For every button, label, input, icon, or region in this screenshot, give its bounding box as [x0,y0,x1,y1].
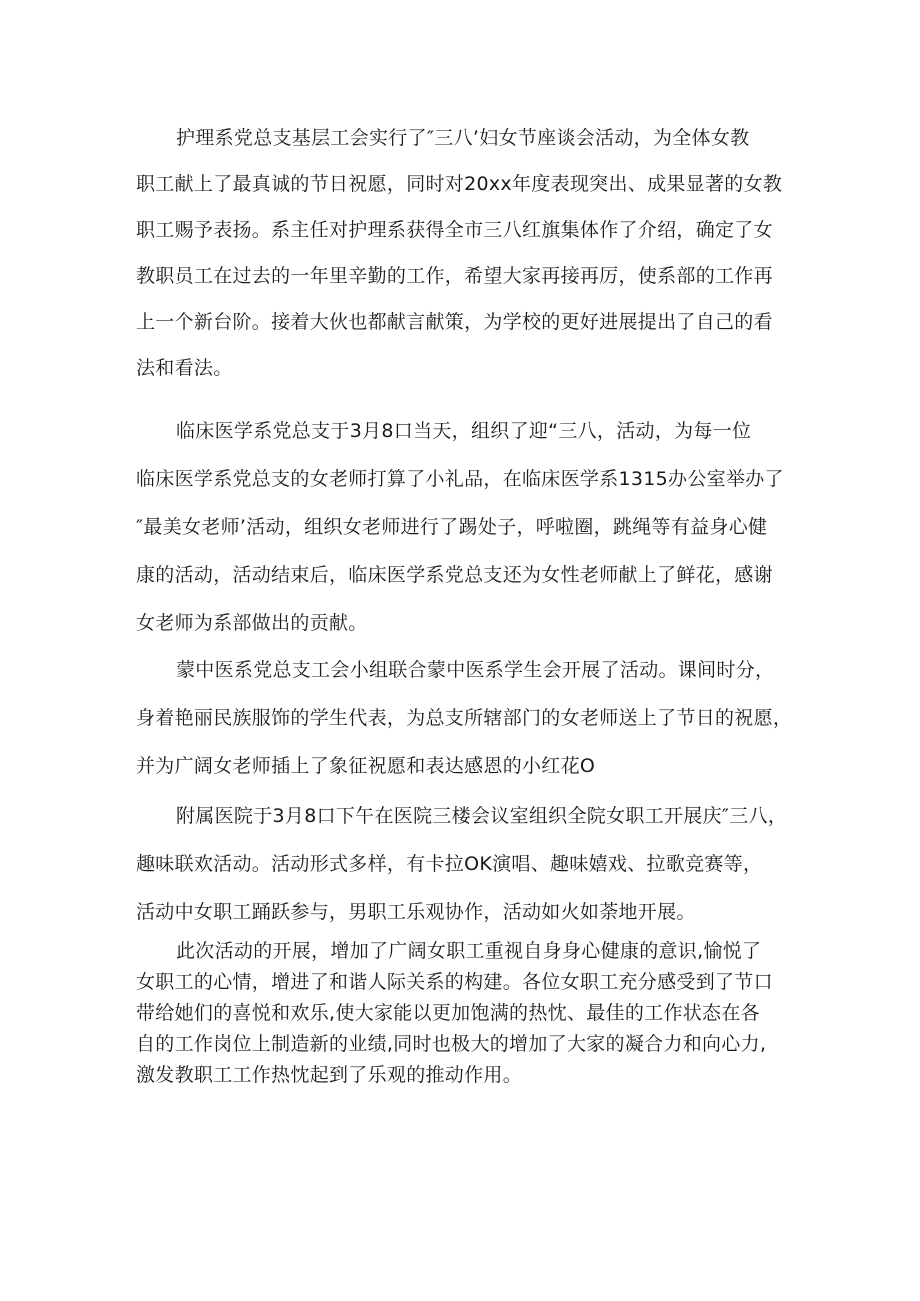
text-line: 激发教职工工作热忱起到了乐观的推动作用。 [136,1064,523,1086]
text-line: 临床医学系党总支于3月8口当天，组织了迎“三八，活动，为每一位 [176,420,752,442]
text-line: 职工献上了最真诚的节日祝愿，同时对20xx年度表现突出、成果显著的女教 [136,173,783,195]
text-line: 职工赐予表扬。系主任对护理系获得全市三八红旗集体作了介绍，确定了女 [136,219,773,241]
text-line: 身着艳丽民族服饰的学生代表，为总支所辖部门的女老师送上了节日的祝愿， [136,707,793,729]
text-line: 并为广阔女老师插上了象征祝愿和表达感恩的小红花O [136,755,596,777]
text-line: 此次活动的开展，增加了广阔女职工重视自身身心健康的意识,愉悦了 [176,940,762,962]
text-line: 蒙中医系党总支工会小组联合蒙中医系学生会开展了活动。课间时分， [176,659,775,681]
text-line: 活动中女职工踊跃参与，男职工乐观协作，活动如火如荼地开展。 [136,901,696,923]
text-line: 女老师为系部做出的贡献。 [136,612,368,634]
text-line: 自的工作岗位上制造新的业绩,同时也极大的增加了大家的凝合力和向心力, [136,1033,767,1055]
text-line: 上一个新台阶。接着大伙也都献言献策，为学校的更好进展提出了自己的看 [136,311,773,333]
paragraph-mongolian-medicine [136,646,796,790]
text-line: 康的活动，活动结束后，临床医学系党总支还为女性老师献上了鲜花，感谢 [136,564,773,586]
paragraph-clinical-medicine [136,407,796,647]
text-line: 女职工的心情，增进了和谐人际关系的构建。各位女职工充分感受到了节口 [136,971,773,993]
text-line: ″最美女老师’活动，组织女老师进行了踢处子，呼啦圈，跳绳等有益身心健 [136,516,768,538]
text-line: 教职员工在过去的一年里辛勤的工作，希望大家再接再厉，使系部的工作再 [136,265,773,287]
paragraph-summary [136,936,796,1091]
text-line: 趣味联欢活动。活动形式多样，有卡拉OK演唱、趣味嬉戏、拉歌竞赛等， [136,853,763,875]
text-line: 法和看法。 [136,357,233,379]
text-line: 附属医院于3月8口下午在医院三楼会议室组织全院女职工开展庆″三八， [176,805,788,827]
paragraph-nursing-department [136,115,796,391]
text-line: 护理系党总支基层工会实行了″三八’妇女节座谈会活动，为全体女教 [176,127,750,149]
text-line: 临床医学系党总支的女老师打算了小礼品，在临床医学系1315办公室举办了 [136,468,784,490]
paragraph-affiliated-hospital [136,792,796,936]
text-line: 带给她们的喜悦和欢乐,使大家能以更加饱满的热忱、最佳的工作状态在各 [136,1002,760,1024]
